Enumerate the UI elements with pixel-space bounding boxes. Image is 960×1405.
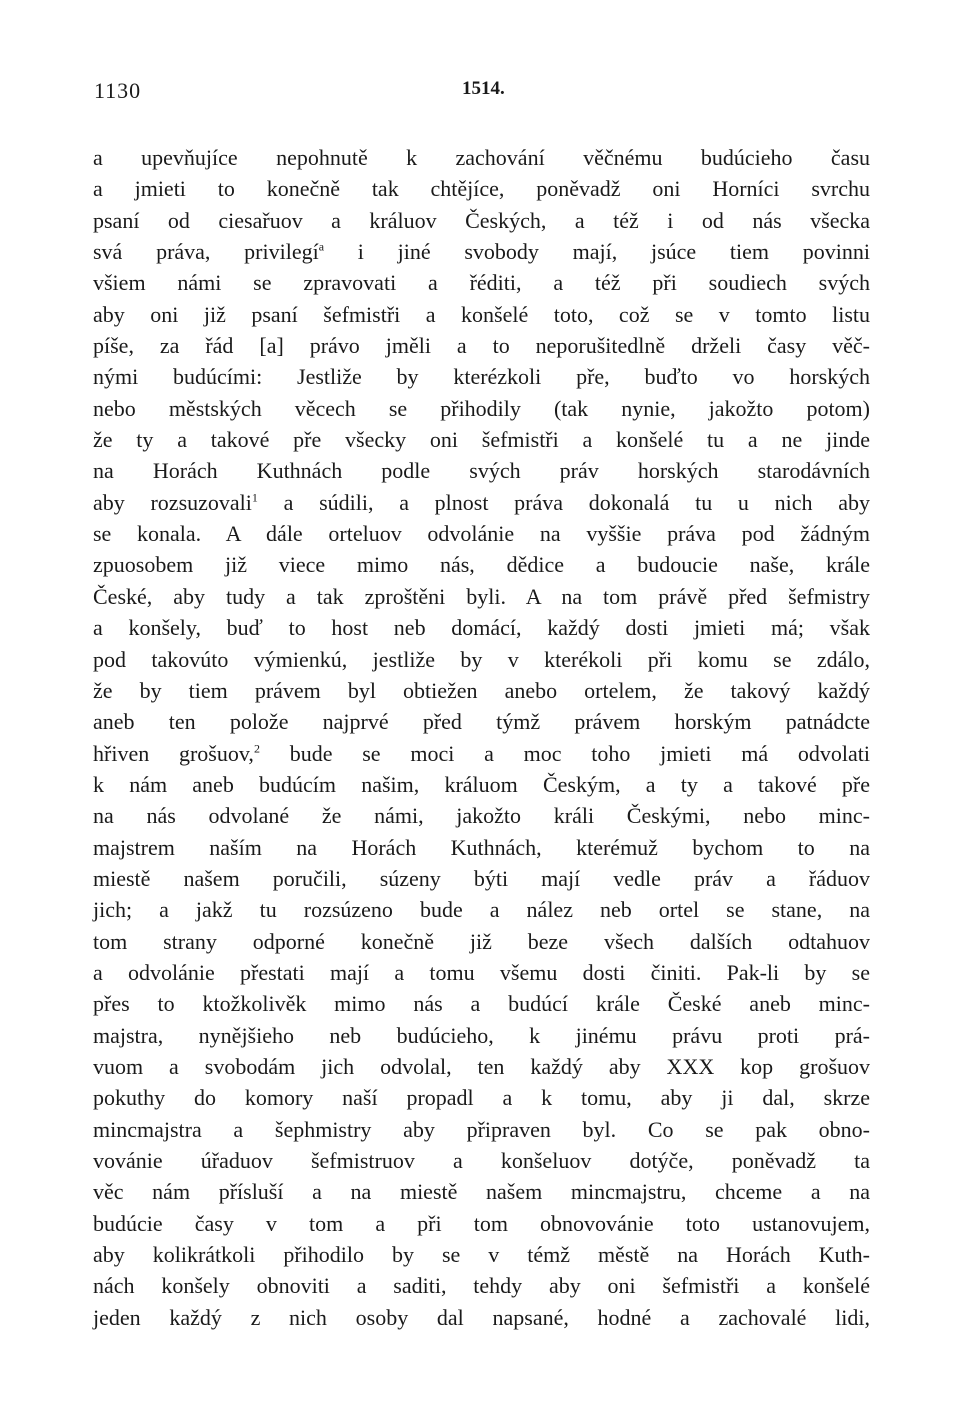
text-line: budúcie časy v tom a při tom obnovovánie toto ustanovujem, bbox=[93, 1210, 870, 1236]
text-line: a konšely, buď to host neb domácí, každý dosti jmieti má; však bbox=[93, 615, 870, 641]
text-line: že ty a takové pře všecky oni šefmistři a konšelé tu a ne jinde bbox=[93, 427, 870, 453]
text-line: nebo městských věcech se přihodily (tak nynie, jakožto potom) bbox=[93, 395, 870, 421]
text-line: na Horách Kuthnách podle svých práv horských starodávních bbox=[93, 458, 870, 484]
text-line: vuom a svobodám jich odvolal, ten každý aby XXX kop grošuov bbox=[93, 1053, 870, 1079]
text-line: přes to ktožkolivěk mimo nás a budúcí krále České aneb minc- bbox=[93, 991, 870, 1017]
text-line: aby oni již psaní šefmistři a konšelé toto, což se v tomto listu bbox=[93, 301, 870, 327]
text-line: nými budúcími: Jestliže by kterézkoli pře, buďto vo horských bbox=[93, 364, 870, 390]
footnote-marker: 1 bbox=[251, 490, 258, 505]
text-line: mincmajstra a šephmistry aby připraven byl. Co se pak obno- bbox=[93, 1116, 870, 1142]
text-line: a upevňujíce nepohnutě k zachování věčnému budúcieho času bbox=[93, 145, 870, 170]
text-line: miestě našem poručili, súzeny býti mají vedle práv a řáduov bbox=[93, 865, 870, 891]
page-number: 1130 bbox=[94, 78, 142, 103]
text-line: na nás odvolané že námi, jakožto králi Českými, nebo minc- bbox=[93, 803, 870, 829]
text-line: vovánie úřaduov šefmistruov a konšeluov dotýče, poněvadž ta bbox=[93, 1148, 870, 1173]
text-line: tom strany odporné konečně již beze všech dalších odtahuov bbox=[93, 928, 870, 954]
running-header-year: 1514. bbox=[462, 78, 505, 99]
text-line: se konala. A dále orteluov odvolánie na vyššie práva pod žádným bbox=[93, 521, 870, 547]
text-line: nách konšely obnoviti a saditi, tehdy aby oni šefmistři a konšelé bbox=[93, 1273, 870, 1299]
text-line: hřiven grošuov,$^2$ bude se moci a moc toho jmieti má odvolati bbox=[93, 740, 870, 766]
text-line: České, aby tudy a tak zproštěni byli. A na tom právě před šefmistry bbox=[93, 583, 870, 609]
text-line: všiem námi se zpravovati a řéditi, a též při soudiech svých bbox=[93, 270, 870, 296]
text-line: aby rozsuzovali$^1$ a súdili, a plnost práva dokonalá tu u nich aby bbox=[93, 489, 871, 515]
text-line: jich; a jakž tu rozsúzeno bude a nález neb ortel se stane, na bbox=[93, 897, 870, 923]
text-line: majstrem naším na Horách Kuthnách, kterémuž bychom to na bbox=[93, 834, 870, 860]
text-line: aneb ten polože najprvé před týmž právem horským patnádcte bbox=[93, 709, 870, 735]
text-line: a jmieti to konečně tak chtějíce, poněvadž oni Horníci svrchu bbox=[93, 176, 870, 202]
text-line: a odvolánie přestati mají a tomu všemu dosti činiti. Pak-li by se bbox=[93, 959, 870, 985]
text-line: pod takovúto výmienkú, jestliže by v kterékoli při komu se zdálo, bbox=[93, 646, 870, 672]
text-line: svá práva, privilegí$^a$ i jiné svobody mají, jsúce tiem povinni bbox=[93, 239, 870, 265]
text-line: věc nám přísluší a na miestě našem mincmajstru, chceme a na bbox=[93, 1179, 870, 1205]
text-line: zpuosobem již viece mimo nás, dědice a budoucie naše, krále bbox=[93, 552, 870, 578]
text-line: majstra, nynějšieho neb budúcieho, k jinému právu proti prá- bbox=[93, 1022, 870, 1048]
text-line: aby kolikrátkoli přihodilo by se v témž městě na Horách Kuth- bbox=[93, 1242, 870, 1268]
text-line: pokuthy do komory naší propadl a k tomu, aby ji dal, skrze bbox=[93, 1085, 870, 1111]
footnote-marker: 2 bbox=[253, 741, 260, 756]
text-line: píše, za řád [a] právo jměli a to neporušitedlně drželi časy věč- bbox=[93, 333, 870, 359]
text-line: psaní od ciesařuov a králuov Českých, a též i od nás všecka bbox=[93, 207, 870, 233]
text-line: že by tiem právem byl obtiežen anebo ortelem, že takový každý bbox=[93, 677, 870, 703]
footnote-marker: a bbox=[318, 239, 325, 254]
body-text bbox=[93, 142, 870, 1333]
text-line: jeden každý z nich osoby dal napsané, hodné a zachovalé lidi, bbox=[93, 1304, 870, 1330]
text-line: k nám aneb budúcím našim, králuom Českým, a ty a takové pře bbox=[93, 771, 870, 797]
